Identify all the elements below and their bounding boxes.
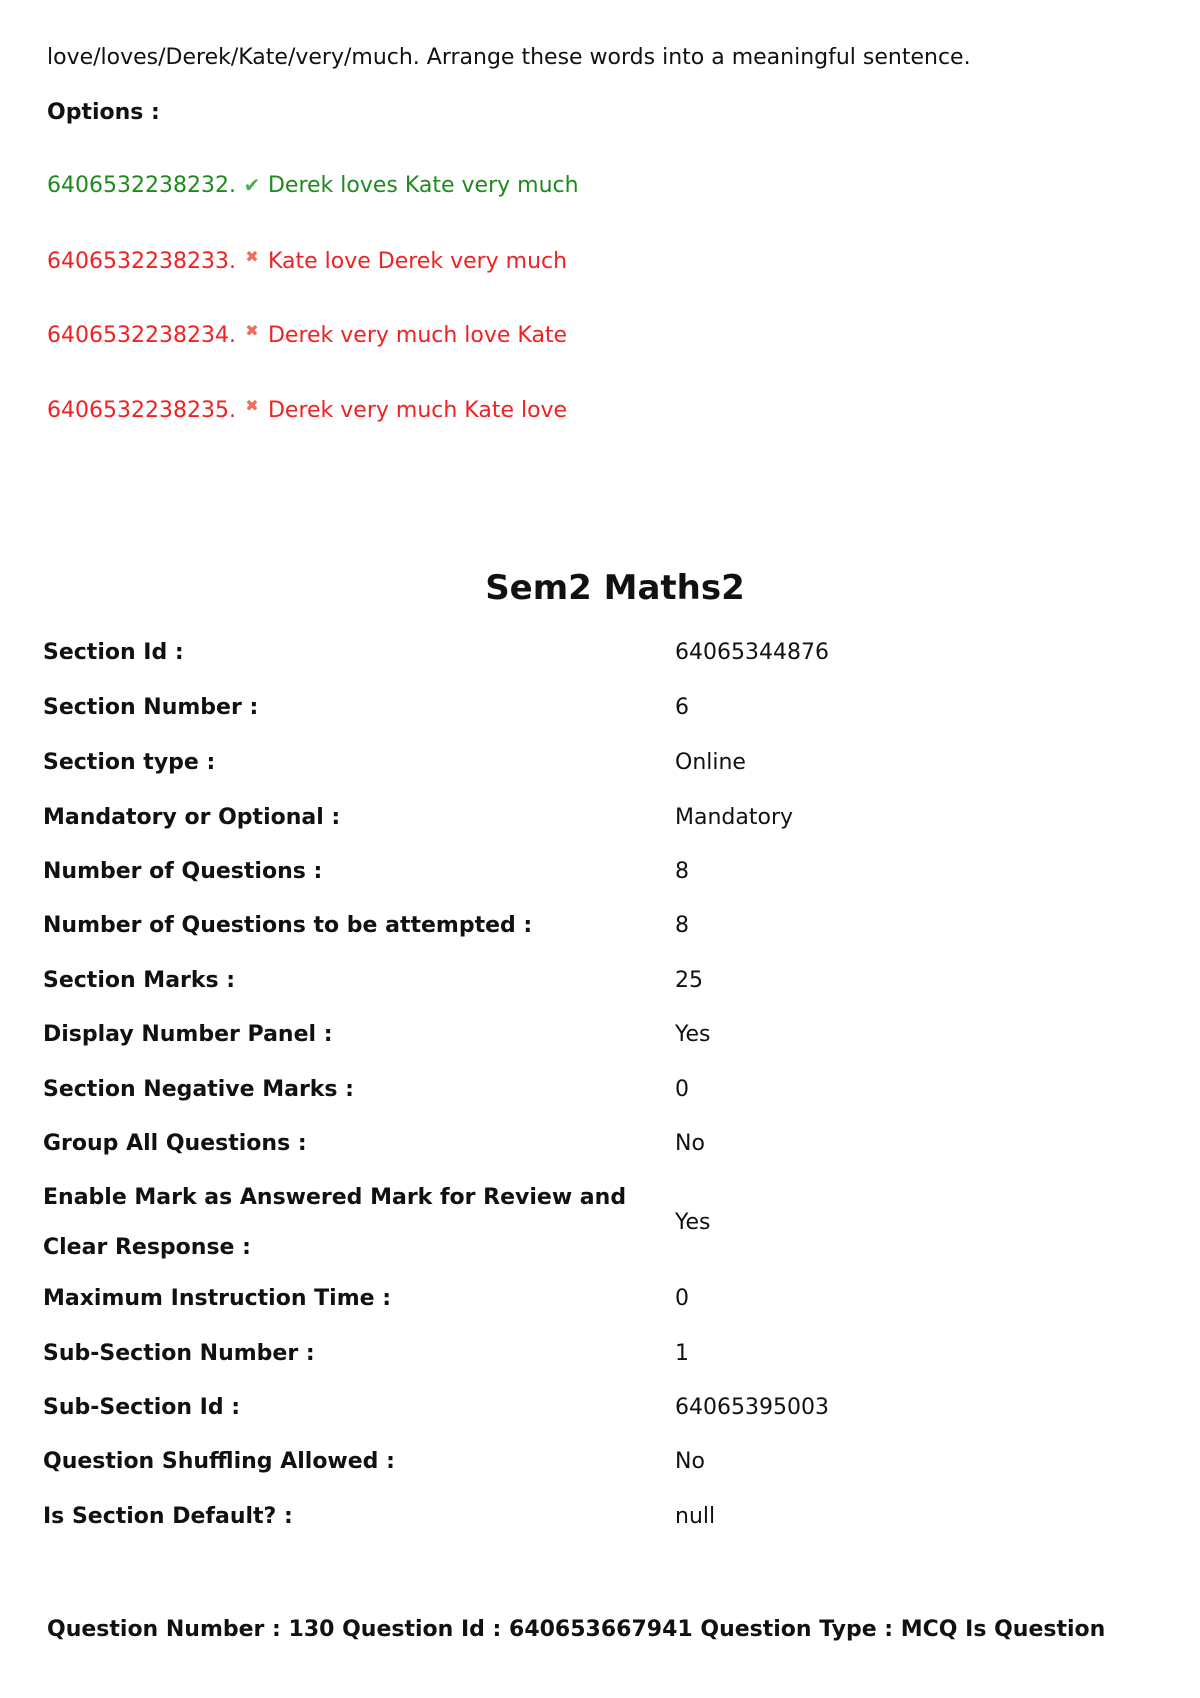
option-id: 6406532238232.	[47, 173, 236, 198]
option-text: Derek very much love Kate	[267, 323, 568, 348]
field-label: Section Marks :	[43, 968, 236, 993]
cross-icon: ✖	[245, 247, 259, 266]
field-label: Question Shuffling Allowed :	[43, 1449, 395, 1474]
field-label: Group All Questions :	[43, 1131, 307, 1156]
option-text: Derek very much Kate love	[267, 398, 568, 423]
field-value: 8	[675, 859, 689, 884]
option-1	[47, 173, 579, 198]
question-meta: Question Number : 130 Question Id : 640653667941 Question Type : MCQ Is Question	[47, 1617, 1106, 1642]
option-id: 6406532238235.	[47, 398, 236, 423]
option-4	[47, 396, 567, 423]
check-icon: ✔	[243, 173, 261, 197]
field-value: No	[675, 1131, 705, 1156]
field-label: Section type :	[43, 750, 216, 775]
option-2	[47, 247, 567, 274]
field-value: Yes	[675, 1210, 711, 1235]
field-label: Number of Questions to be attempted :	[43, 913, 533, 938]
field-value: 6	[675, 695, 689, 720]
cross-icon: ✖	[245, 396, 259, 415]
field-label: Section Id :	[43, 640, 184, 665]
field-label: Sub-Section Id :	[43, 1395, 241, 1420]
field-label: Enable Mark as Answered Mark for Review and	[43, 1185, 627, 1210]
field-value: No	[675, 1449, 705, 1474]
section-title: Sem2 Maths2	[485, 568, 745, 608]
field-value: null	[675, 1504, 716, 1529]
field-value: Mandatory	[675, 805, 794, 830]
field-label: Is Section Default? :	[43, 1504, 293, 1529]
option-id: 6406532238234.	[47, 323, 236, 348]
field-value: 25	[675, 968, 703, 993]
field-label: Maximum Instruction Time :	[43, 1286, 391, 1311]
field-value: 8	[675, 913, 689, 938]
field-value: 64065395003	[675, 1395, 829, 1420]
field-label: Sub-Section Number :	[43, 1341, 315, 1366]
field-value: 64065344876	[675, 640, 829, 665]
option-text: Kate love Derek very much	[267, 249, 568, 274]
field-label: Section Negative Marks :	[43, 1077, 354, 1102]
option-3	[47, 321, 567, 348]
field-label: Number of Questions :	[43, 859, 323, 884]
field-label: Section Number :	[43, 695, 259, 720]
field-value: 0	[675, 1077, 689, 1102]
field-value: 0	[675, 1286, 689, 1311]
option-text: Derek loves Kate very much	[267, 173, 579, 198]
question-text: love/loves/Derek/Kate/very/much. Arrange these words into a meaningful sentence.	[47, 45, 971, 70]
field-value: Online	[675, 750, 746, 775]
field-label: Mandatory or Optional :	[43, 805, 341, 830]
field-label-cont: Clear Response :	[43, 1235, 251, 1260]
field-value: Yes	[675, 1022, 711, 1047]
field-label: Display Number Panel :	[43, 1022, 333, 1047]
option-id: 6406532238233.	[47, 249, 236, 274]
options-label: Options :	[47, 100, 160, 125]
field-value: 1	[675, 1341, 689, 1366]
cross-icon: ✖	[245, 321, 259, 340]
